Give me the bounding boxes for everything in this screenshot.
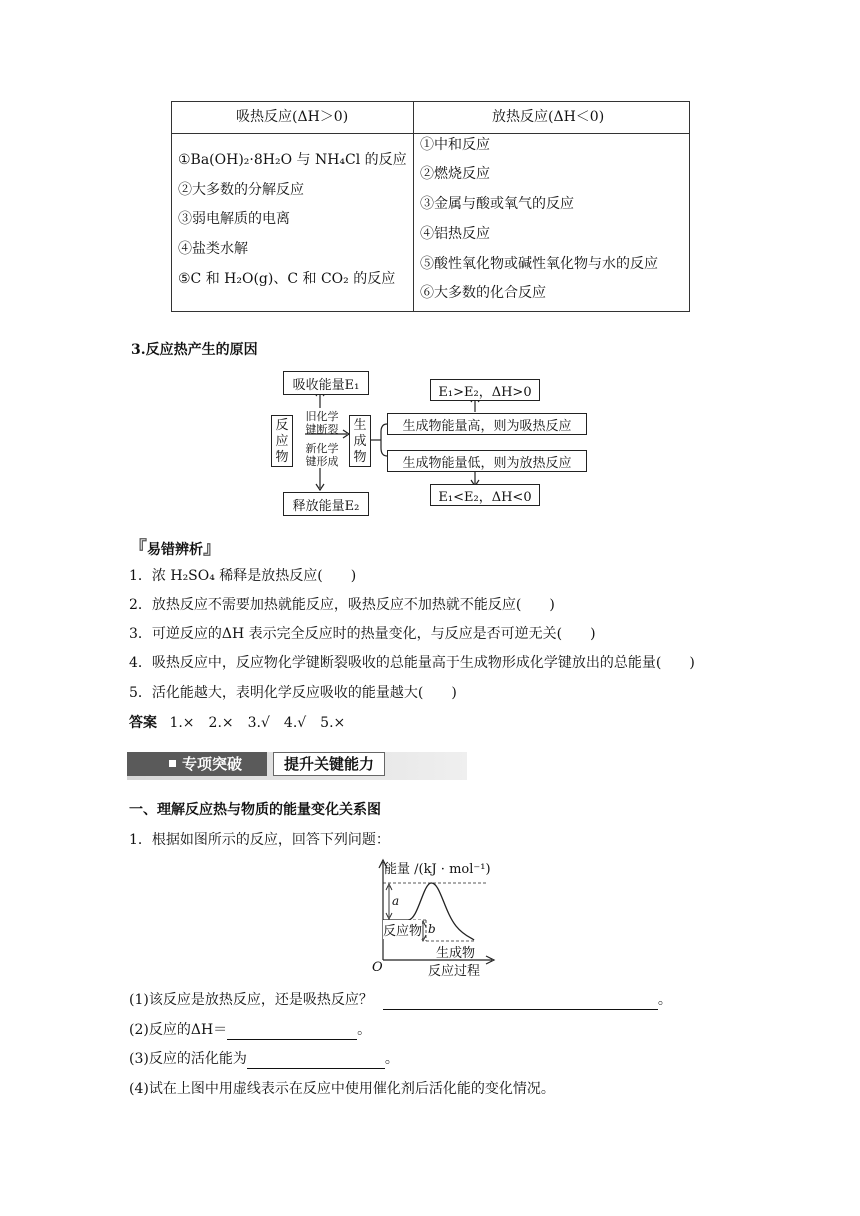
endothermic-item: ②大多数的分解反应 <box>178 182 304 198</box>
answer-blank[interactable] <box>383 995 658 1010</box>
sub-question-3 <box>129 1049 399 1069</box>
graph-y-label: 能量 /(kJ · mol⁻¹) <box>384 862 491 877</box>
errors-heading-text: 易错辨析 <box>147 542 203 558</box>
part1-question: 1．根据如图所示的反应，回答下列问题： <box>129 832 390 848</box>
result-high-box: 生成物能量高，则为吸热反应 <box>387 413 587 435</box>
result-low-box: 生成物能量低，则为放热反应 <box>387 450 587 472</box>
error-item: 1．浓 H₂SO₄ 稀释是放热反应( ) <box>129 568 357 584</box>
reaction-type-table <box>171 101 690 312</box>
exothermic-item: ⑤酸性氧化物或碱性氧化物与水的反应 <box>420 256 658 272</box>
release-energy-box: 释放能量E₂ <box>283 492 369 516</box>
exothermic-item: ⑥大多数的化合反应 <box>420 285 546 301</box>
graph-origin: O <box>372 960 383 975</box>
sub-question-4: (4)试在上图中用虚线表示在反应中使用催化剂后活化能的变化情况。 <box>129 1081 555 1097</box>
sub-question-1-text: (1)该反应是放热反应，还是吸热反应？ <box>129 992 373 1008</box>
reactant-label: 反 应 物 <box>275 418 289 465</box>
answer-label: 答案 <box>129 715 157 731</box>
table-header-endothermic: 吸热反应(ΔH＞0) <box>236 109 349 125</box>
graph-reactant-label: 反应物 <box>383 920 422 939</box>
answer-blank[interactable] <box>247 1054 385 1069</box>
condition-gt-box: E₁>E₂，ΔH>0 <box>430 379 540 401</box>
period: 。 <box>657 992 672 1008</box>
answer-line <box>129 713 345 733</box>
graph-a-label: a <box>392 894 400 908</box>
table-header-exothermic: 放热反应(ΔH＜0) <box>492 109 605 125</box>
answer-blank[interactable] <box>227 1025 357 1040</box>
graph-x-label: 反应过程 <box>428 964 481 979</box>
product-label: 生 成 物 <box>353 418 367 465</box>
old-bond-label: 旧化学 键断裂 <box>305 410 339 436</box>
sub-question-2-text: (2)反应的ΔH＝ <box>129 1022 228 1038</box>
error-item: 2．放热反应不需要加热就能反应，吸热反应不加热就不能反应( ) <box>129 597 555 613</box>
banner-left <box>127 752 267 776</box>
section-heading: 3.反应热产生的原因 <box>131 342 258 358</box>
reactant-box <box>271 415 293 467</box>
answer-text: 1.× 2.× 3.√ 4.√ 5.× <box>169 715 346 731</box>
endothermic-item: ⑤C 和 H₂O(g)、C 和 CO₂ 的反应 <box>178 271 396 287</box>
graph-product-label: 生成物 <box>436 946 476 961</box>
new-bond-label: 新化学 键形成 <box>305 442 339 468</box>
banner-right: 提升关键能力 <box>273 752 385 776</box>
period: 。 <box>357 1022 372 1038</box>
exothermic-item: ③金属与酸或氧气的反应 <box>420 196 574 212</box>
exothermic-item: ④铝热反应 <box>420 226 490 242</box>
error-item: 5．活化能越大，表明化学反应吸收的能量越大( ) <box>129 685 457 701</box>
banner-left-text: 专项突破 <box>182 755 243 773</box>
product-box <box>349 415 371 467</box>
table-header-divider <box>172 133 689 134</box>
table-column-divider <box>413 102 414 311</box>
sub-question-3-text: (3)反应的活化能为 <box>129 1051 247 1067</box>
graph-b-label: b <box>428 922 436 936</box>
section-banner <box>127 752 467 780</box>
sub-question-1 <box>129 990 672 1010</box>
period: 。 <box>384 1051 399 1067</box>
error-item: 4．吸热反应中，反应物化学键断裂吸收的总能量高于生成物形成化学键放出的总能量( ) <box>129 655 695 671</box>
absorb-energy-box: 吸收能量E₁ <box>283 371 369 395</box>
exothermic-item: ②燃烧反应 <box>420 166 490 182</box>
endothermic-item: ④盐类水解 <box>178 241 248 257</box>
sub-question-2 <box>129 1020 371 1040</box>
errors-heading: 『易错辨析』 <box>129 538 221 559</box>
exothermic-item: ①中和反应 <box>420 137 490 153</box>
condition-lt-box: E₁<E₂，ΔH<0 <box>430 484 540 506</box>
error-item: 3．可逆反应的ΔH 表示完全反应时的热量变化，与反应是否可逆无关( ) <box>129 626 596 642</box>
endothermic-item: ①Ba(OH)₂·8H₂O 与 NH₄Cl 的反应 <box>178 152 407 168</box>
part1-heading: 一、理解反应热与物质的能量变化关系图 <box>129 802 381 818</box>
banner-square-icon <box>169 760 176 767</box>
endothermic-item: ③弱电解质的电离 <box>178 211 290 227</box>
